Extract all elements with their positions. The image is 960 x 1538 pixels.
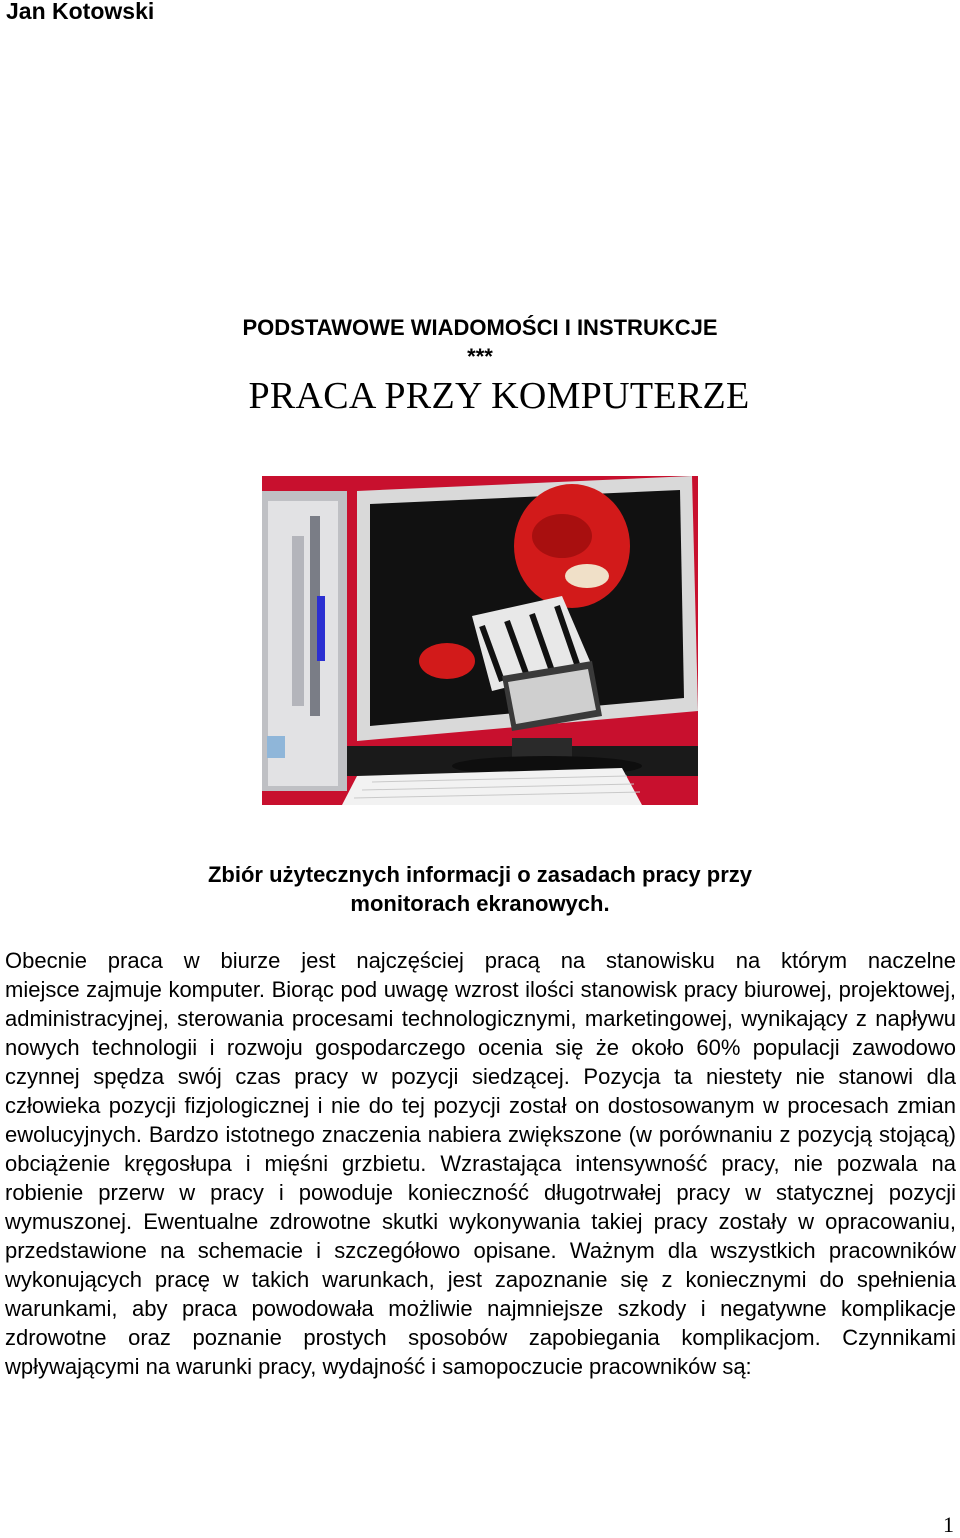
document-heading: PODSTAWOWE WIADOMOŚCI I INSTRUKCJE <box>242 315 718 340</box>
body-paragraph <box>5 946 956 1381</box>
page-number: 1 <box>943 1512 954 1537</box>
document-subtitle <box>0 860 960 918</box>
subtitle-line-1: Zbiór użytecznych informacji o zasadach pracy przy <box>207 862 753 887</box>
paragraph-first-line: Obecnie praca w biurze jest najczęściej pracą na stanowisku na którym naczelne <box>5 948 956 973</box>
separator-stars: *** <box>467 344 493 369</box>
paragraph-continuation: miejsce zajmuje komputer. Biorąc pod uwagę wzrost ilości stanowisk pracy biurowej, projektowej, administracyjnej, sterowania procesami technologicznymi, marketingowej, wynikający z napływu nowych technologii i rozwoju gospodarczego ocenia się że około 60% populacji zawodowo czynnej spędza swój czas pracy w pozycji siedzącej. Pozycja ta niestety nie stanowi dla człowieka pozycji fizjologicznej i nie do tej pozycji został on dostosowanym w procesach zmian ewolucyjnych. Bardzo istotnego znaczenia nabiera zwiększone (w porównaniu z pozycją stojącą) obciążenie kręgosłupa i mięśni grzbietu. Wzrastająca intensywność pracy, nie pozwala na robienie przerw w pracy i powoduje konieczność długotrwałej pracy w statycznej pozycji wymuszonej. Ewentualne zdrowotne skutki wykonywania takiej pracy zostały w opracowaniu, przedstawione na schemacie i szczegółowo opisane. Ważnym dla wszystkich pracowników wykonujących pracę w takich warunkach, jest zapoznanie się z koniecznymi do spełnienia warunkami, aby praca powodowała możliwie najmniejsze szkody i negatywne komplikacje zdrowotne oraz poznanie prostych sposobów zapobiegania komplikacjom. Czynnikami wpływającymi na warunki pracy, wydajność i samopoczucie pracowników są: <box>5 977 956 1379</box>
author-name: Jan Kotowski <box>6 0 155 24</box>
computer-monitor-illustration-icon <box>262 476 698 805</box>
subtitle-line-2: monitorach ekranowych. <box>350 891 610 916</box>
document-title: PRACA PRZY KOMPUTERZE <box>248 375 750 417</box>
